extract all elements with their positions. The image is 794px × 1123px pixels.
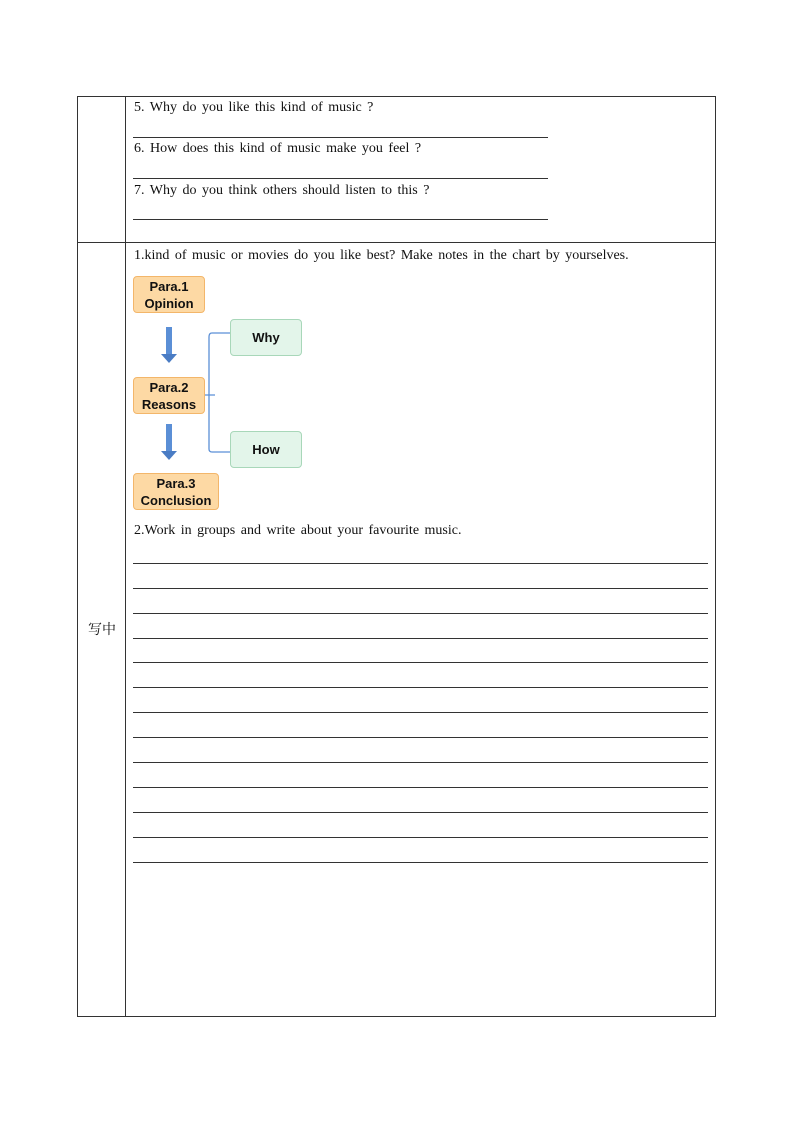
arrow-down-2 — [166, 424, 172, 452]
writing-line[interactable] — [133, 837, 708, 838]
writing-cell — [126, 243, 715, 1016]
para3-subtitle: Conclusion — [140, 492, 212, 508]
writing-line[interactable] — [133, 762, 708, 763]
questions-cell — [126, 97, 715, 242]
writing-line[interactable] — [133, 563, 708, 564]
row2-label-cell — [78, 243, 126, 1016]
para2-subtitle: Reasons — [141, 396, 197, 412]
question-6: 6. How does this kind of music make you feel ? — [134, 141, 422, 156]
para1-opinion-box — [133, 276, 205, 313]
para1-subtitle: Opinion — [144, 295, 194, 311]
writing-row — [78, 243, 715, 1016]
para1-title: Para.1 — [149, 278, 189, 294]
questions-row — [78, 97, 715, 243]
writing-line[interactable] — [133, 613, 708, 614]
para3-title: Para.3 — [156, 475, 196, 491]
question-5: 5. Why do you like this kind of music ? — [134, 100, 374, 115]
how-box[interactable] — [230, 431, 302, 468]
arrow-down-2-head — [161, 451, 177, 460]
question-7: 7. Why do you think others should listen to this ? — [134, 183, 430, 198]
writing-line[interactable] — [133, 638, 708, 639]
task-1-instruction: 1.kind of music or movies do you like best? Make notes in the chart by yourselves. — [134, 248, 629, 263]
row1-label-cell — [78, 97, 126, 242]
answer-line-7[interactable] — [133, 219, 548, 220]
writing-line[interactable] — [133, 588, 708, 589]
para2-title: Para.2 — [149, 379, 189, 395]
para2-reasons-box — [133, 377, 205, 414]
reasons-bracket — [205, 331, 231, 453]
para3-conclusion-box — [133, 473, 219, 510]
writing-line[interactable] — [133, 862, 708, 863]
how-label: How — [252, 442, 280, 457]
task-2-instruction: 2.Work in groups and write about your favourite music. — [134, 523, 462, 538]
arrow-down-1-head — [161, 354, 177, 363]
writing-line[interactable] — [133, 687, 708, 688]
why-box[interactable] — [230, 319, 302, 356]
answer-line-5[interactable] — [133, 137, 548, 138]
worksheet-table — [77, 96, 716, 1017]
writing-line[interactable] — [133, 812, 708, 813]
writing-line[interactable] — [133, 712, 708, 713]
section-label: 写中 — [88, 622, 116, 638]
writing-line[interactable] — [133, 787, 708, 788]
arrow-down-1 — [166, 327, 172, 355]
answer-line-6[interactable] — [133, 178, 548, 179]
writing-line[interactable] — [133, 662, 708, 663]
why-label: Why — [252, 330, 280, 345]
writing-line[interactable] — [133, 737, 708, 738]
